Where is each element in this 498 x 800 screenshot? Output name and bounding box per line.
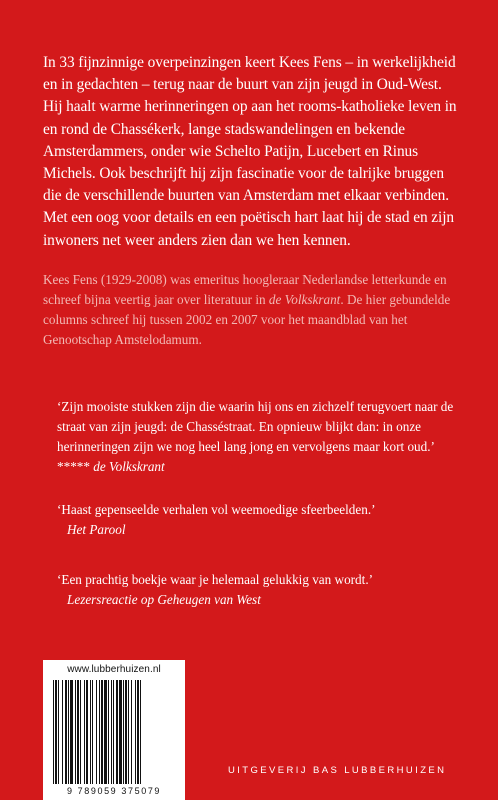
- barcode-bar: [135, 680, 136, 784]
- barcode-bar: [111, 680, 112, 784]
- author-bio: [43, 270, 467, 350]
- barcode-bar: [125, 680, 127, 784]
- website-url: www.lubberhuizen.nl: [67, 664, 161, 675]
- barcode-bar: [108, 680, 109, 784]
- barcode-bar: [140, 680, 141, 784]
- barcode-bar: [70, 680, 73, 784]
- barcode-bar: [101, 680, 103, 784]
- barcode-bar: [104, 680, 107, 784]
- bio-text-after: . De hier gebundelde columns schreef hij tussen 2002 en 2007 voor het maandblad van het Genootschap Amstelodamum.: [43, 292, 451, 347]
- barcode-bar: [123, 680, 124, 784]
- blurb-text: In 33 fijnzinnige overpeinzingen keert Kees Fens – in werkelijkheid en in gedachten – terug naar de buurt van zijn jeugd in Oud-West. Hij haalt warme herinneringen op aan het rooms-katholieke leven in en rond de Chassékerk, lange stadswandelingen en bekende Amsterdammers, onder wie Schelto Patijn, Lucebert en Rinus Michels. Ook beschrijft hij zijn fascinatie voor de talrijke bruggen die de verschillende buurten van Amsterdam met elkaar verbinden. Met een oog voor details en een poëtisch hart laat hij de stad en zijn inwoners net weer anders zien dan we hen kennen.: [43, 54, 457, 249]
- barcode-bar: [99, 680, 100, 784]
- barcode-bar: [65, 680, 67, 784]
- review-quote-3: [57, 570, 457, 610]
- barcode-bar: [55, 680, 57, 784]
- barcode-bar: [68, 680, 69, 784]
- review-quote-2: [57, 500, 457, 540]
- barcode-bar: [137, 680, 139, 784]
- barcode-bar: [75, 680, 76, 784]
- barcode-graphic: [51, 680, 177, 784]
- quote-1-stars: *****: [57, 459, 90, 474]
- quote-2-source: Het Parool: [67, 522, 126, 537]
- review-quote-1: [57, 397, 457, 477]
- barcode-bar: [116, 680, 118, 784]
- quote-3-text: ‘Een prachtig boekje waar je helemaal gelukkig van wordt.’: [57, 572, 374, 587]
- blurb-paragraph: [43, 52, 463, 252]
- barcode-panel: [43, 660, 185, 800]
- barcode-bar: [128, 680, 129, 784]
- barcode-bar: [119, 680, 122, 784]
- barcode-bar: [77, 680, 79, 784]
- barcode-bar: [84, 680, 85, 784]
- bio-publication: de Volkskrant: [268, 292, 341, 307]
- publisher-name: UITGEVERIJ BAS LUBBERHUIZEN: [228, 765, 447, 776]
- quote-2-text: ‘Haast gepenseelde verhalen vol weemoedige sfeerbeelden.’: [57, 502, 376, 517]
- quote-1-text: ‘Zijn mooiste stukken zijn die waarin hij ons en zichzelf terugvoert naar de straat van zijn jeugd: de Chasséstraat. En opnieuw blijkt dan: in onze herinneringen zijn we nog heel lang jong en vervolgens maar kort oud.’: [57, 399, 454, 454]
- barcode-bar: [53, 680, 54, 784]
- barcode-bar: [92, 680, 93, 784]
- bio-text-before: Kees Fens (1929-2008) was emeritus hoogleraar Nederlandse letterkunde en schreef bijna veertig jaar over literatuur in: [43, 272, 447, 307]
- barcode-bar: [86, 680, 88, 784]
- quote-1-source: de Volkskrant: [93, 459, 165, 474]
- barcode-bar: [58, 680, 59, 784]
- quote-3-source: Lezersreactie op Geheugen van West: [67, 592, 261, 607]
- barcode-bar: [96, 680, 97, 784]
- isbn-number: 9 789059 375079: [66, 786, 162, 796]
- barcode-bar: [62, 680, 63, 784]
- barcode-bar: [131, 680, 132, 784]
- barcode-bar: [90, 680, 91, 784]
- barcode-bar: [80, 680, 81, 784]
- barcode-bar: [113, 680, 114, 784]
